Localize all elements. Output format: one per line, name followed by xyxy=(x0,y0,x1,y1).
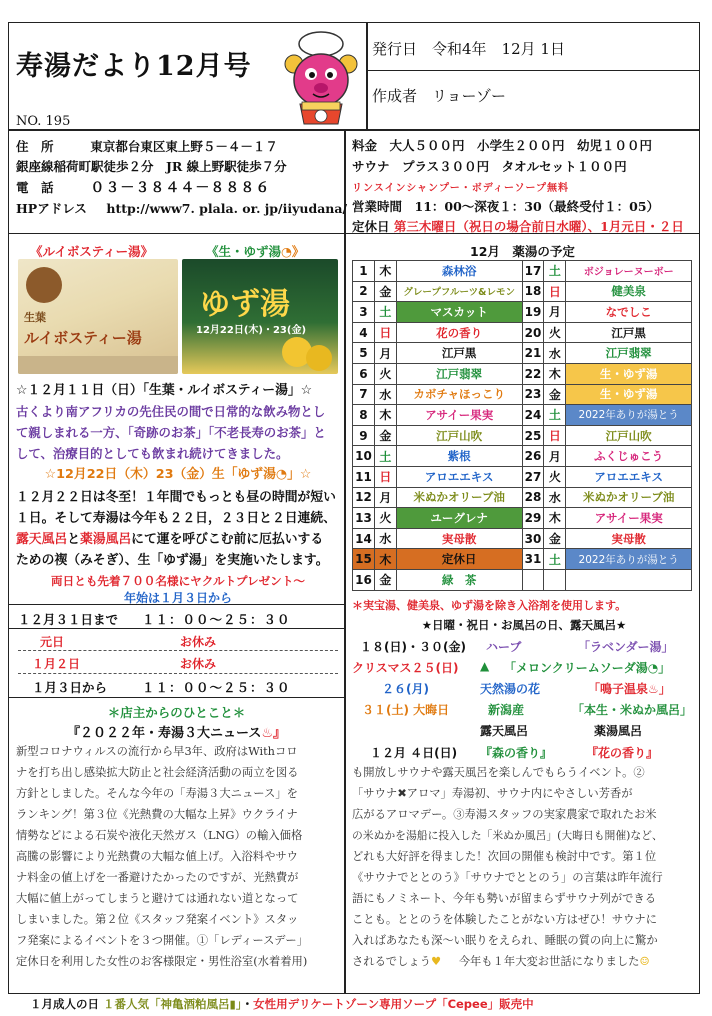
news-right-10 xyxy=(352,952,696,973)
schedule-day: 15 xyxy=(353,549,375,570)
schedule-day: 23 xyxy=(522,384,544,405)
schedule-bath: アロエエキス xyxy=(396,466,522,487)
schedule-day: 24 xyxy=(522,405,544,426)
schedule-day: 14 xyxy=(353,528,375,549)
yuzu-sign: ゆず湯 xyxy=(200,287,290,322)
schedule-day: 18 xyxy=(522,281,544,302)
schedule-weekday: 土 xyxy=(544,549,566,570)
bath-day-date: １２月 ４日(日) xyxy=(370,746,458,760)
news-right-4: の米ぬかを湯船に投入した「米ぬか風呂」(大晦日も開催)など、 xyxy=(352,829,663,842)
news-right-9: 入ればあなたも深～い眠りをえられ、睡眠の質の向上に驚か xyxy=(352,934,658,947)
newyear-row-2-label: 元日 xyxy=(40,635,65,649)
yuzu-line-3-rest: にて運を呼びこむ前に厄払いする xyxy=(131,532,324,547)
schedule-weekday: 月 xyxy=(374,487,396,508)
newsletter-title: 寿湯だより12月号 xyxy=(16,51,252,82)
schedule-day: 20 xyxy=(522,322,544,343)
news-right-7: 語にもノミネート、今年も勢いが留まらずサウナ列ができる xyxy=(352,892,657,905)
newyear-title: 年始は１月３日から xyxy=(123,591,232,605)
schedule-bath: 江戸翡翠 xyxy=(396,363,522,384)
smile-icon: ☺ xyxy=(639,955,650,968)
schedule-day: 12 xyxy=(353,487,375,508)
rotenburo-text: 露天風呂 xyxy=(16,532,68,547)
schedule-bath: 生・ゆず湯 xyxy=(566,384,692,405)
heart-icon: ♥ xyxy=(430,955,442,968)
schedule-weekday: 木 xyxy=(544,363,566,384)
schedule-bath: 生・ゆず湯 xyxy=(566,363,692,384)
news-line-1: 新型コロナウィルスの流行から早3年、政府はWithコロ xyxy=(16,745,298,758)
schedule-weekday: 月 xyxy=(544,302,566,323)
rinse-row: リンスインシャンプー・ボディーソープ無料 xyxy=(352,183,570,194)
yuzu-emoji-icon: ◔》 xyxy=(281,244,305,259)
schedule-row xyxy=(353,466,692,487)
hp-link[interactable]: http://www7. plala. or. jp/iiyudana/ xyxy=(106,201,348,216)
schedule-bath: マスカット xyxy=(396,302,522,323)
schedule-row xyxy=(353,343,692,364)
schedule-weekday: 水 xyxy=(374,384,396,405)
schedule-day: 11 xyxy=(353,466,375,487)
news-title xyxy=(8,722,345,741)
schedule-row xyxy=(353,446,692,467)
yakult-present: 両日とも先着７００名様にヤクルトプレゼント～ xyxy=(51,574,305,588)
event-3-kind: 天然湯の花 xyxy=(480,682,541,696)
schedule-weekday: 土 xyxy=(374,446,396,467)
event-4-kind: 新潟産 xyxy=(488,703,525,717)
schedule-weekday: 水 xyxy=(374,528,396,549)
address-row xyxy=(16,137,278,155)
schedule-bath: 花の香り xyxy=(396,322,522,343)
event-1-kind: ハーブ xyxy=(486,640,522,654)
schedule-weekday: 火 xyxy=(374,363,396,384)
schedule-bath: ユーグレナ xyxy=(396,508,522,529)
rooibos-line-2: て親しまれる一方、「奇跡のお茶」「不老長寿のお茶」と xyxy=(16,425,326,440)
yuzu-fruit-icon-2 xyxy=(306,345,332,371)
newyear-row-4-value: １１：００～２５：３０ xyxy=(142,680,291,695)
schedule-bath: 江戸黒 xyxy=(396,343,522,364)
schedule-row xyxy=(353,363,692,384)
soda-icon: ◔」 xyxy=(647,661,671,675)
footer-icon: ▮」 xyxy=(229,997,242,1011)
schedule-row xyxy=(353,322,692,343)
schedule-day: 21 xyxy=(522,343,544,364)
meta-divider xyxy=(367,70,700,71)
news-right-3: 広がるアロマデー。③寿湯スタッフの実家農家で取れたお米 xyxy=(352,808,657,821)
schedule-bath: 実母散 xyxy=(396,528,522,549)
newyear-row-3-label: １月２日 xyxy=(32,657,81,671)
schedule-weekday: 土 xyxy=(544,261,566,282)
schedule-weekday: 土 xyxy=(374,302,396,323)
schedule-bath: 紫根 xyxy=(396,446,522,467)
schedule-weekday: 金 xyxy=(374,569,396,590)
schedule-day: 16 xyxy=(353,569,375,590)
yuzu-caption xyxy=(206,242,304,260)
owner-section-title: ＊店主からのひとこと＊ xyxy=(107,705,246,720)
tree-icon: ▲ xyxy=(480,659,490,673)
fee-row: 料金 大人５００円 小学生２００円 幼児１００円 xyxy=(352,138,653,153)
mascot-illustration xyxy=(280,30,362,128)
hot-spring-icon: ♨』 xyxy=(261,726,286,741)
schedule-day: 3 xyxy=(353,302,375,323)
schedule-weekday: 木 xyxy=(374,261,396,282)
footer-a: １月成人の日 xyxy=(30,997,99,1011)
closed-value: 第三木曜日（祝日の場合前日水曜）、1月元日・２日 xyxy=(393,219,684,234)
yuzu-line-2: １日。そして寿湯は今年も２２日，２３日と２日連続、 xyxy=(16,511,336,526)
schedule-day: 22 xyxy=(522,363,544,384)
schedule-row xyxy=(353,261,692,282)
events-col-rotenburo: 露天風呂 xyxy=(480,724,529,738)
newyear-divider-1 xyxy=(8,604,345,605)
schedule-weekday: 金 xyxy=(544,384,566,405)
newyear-divider-3 xyxy=(18,650,338,651)
closed-row xyxy=(352,217,684,235)
onsen-icon: ♨」 xyxy=(648,682,671,696)
phone-value: ０３－３８４４－８８８６ xyxy=(90,180,271,196)
schedule-weekday: 月 xyxy=(374,343,396,364)
schedule-bath: 2022年ありが湯とう xyxy=(566,405,692,426)
schedule-weekday: 日 xyxy=(374,322,396,343)
event-1-date: １８(日)・３０(金) xyxy=(360,640,466,654)
closed-label: 定休日 xyxy=(352,219,390,234)
schedule-row xyxy=(353,549,692,570)
schedule-weekday: 日 xyxy=(374,466,396,487)
schedule-bath: 健美泉 xyxy=(566,281,692,302)
schedule-weekday: 金 xyxy=(544,528,566,549)
news-right-5: どれも大好評を得ました！次回の開催も検討中です。第１位 xyxy=(352,850,657,863)
bath-day-b: 『花の香り』 xyxy=(586,746,659,760)
author: 作成者 リョーゾー xyxy=(372,87,506,105)
schedule-row xyxy=(353,425,692,446)
schedule-day: 2 xyxy=(353,281,375,302)
schedule-day: 29 xyxy=(522,508,544,529)
schedule-bath: グレープフルーツ&レモン xyxy=(396,281,522,302)
schedule-day: 19 xyxy=(522,302,544,323)
schedule-bath: 定休日 xyxy=(396,549,522,570)
yuzu-headline xyxy=(16,464,340,485)
event-1-name: 「ラベンダー湯」 xyxy=(578,640,674,654)
schedule-weekday: 火 xyxy=(544,322,566,343)
address-label: 住 所 xyxy=(16,139,54,154)
schedule-weekday: 日 xyxy=(544,281,566,302)
schedule-note: ＊実宝湯、健美泉、ゆず湯を除き入浴剤を使用します。 xyxy=(352,599,627,612)
yuzu-line-4: ための禊（みそぎ）、生「ゆず湯」を実施いたします。 xyxy=(16,553,329,568)
yuzu-date-sign: 12月22日(木)・23(金) xyxy=(196,325,307,336)
news-line-3: 方針としました。そんな今年の「寿湯３大ニュース」を xyxy=(16,787,298,800)
newyear-divider-2 xyxy=(8,628,345,629)
phone-row xyxy=(16,177,270,197)
schedule-bath: 江戸山吹 xyxy=(566,425,692,446)
newyear-row-4-label: １月３日から xyxy=(32,680,108,695)
schedule-bath: 米ぬかオリーブ油 xyxy=(566,487,692,508)
rooibos-photo-footer xyxy=(18,356,178,374)
address-value: 東京都台東区東上野５－４－１７ xyxy=(90,139,278,154)
schedule-bath: ふくじゅこう xyxy=(566,446,692,467)
event-2-name-text: 「メロンクリームソーダ湯 xyxy=(504,661,648,675)
news-line-8: 大幅に値上がってしまうと避けては通れない道となって xyxy=(16,892,299,905)
to-text: と xyxy=(67,532,80,547)
rooibos-sign-small: 生葉 xyxy=(24,311,46,324)
news-right-10-text: されるでしょう xyxy=(352,955,431,968)
schedule-row xyxy=(353,281,692,302)
schedule-bath: ボジョレーヌーボー xyxy=(566,261,692,282)
schedule-bath: 森林浴 xyxy=(396,261,522,282)
news-right-8: ことも。ととのうを体験したことがない方はぜひ！サウナに xyxy=(352,913,658,926)
rooibos-line-1: 古くより南アフリカの先住民の間で日常的な飲み物とし xyxy=(16,404,326,419)
schedule-day: 13 xyxy=(353,508,375,529)
schedule-day: 5 xyxy=(353,343,375,364)
sauna-row: サウナ プラス３００円 タオルセット１００円 xyxy=(352,159,627,174)
event-4-date: ３１(土) 大晦日 xyxy=(362,703,450,717)
yuzu-line-1: １２月２２日は冬至！１年間でもっとも昼の時間が短い xyxy=(16,490,336,505)
schedule-weekday: 金 xyxy=(374,425,396,446)
yakuto-text: 薬湯風呂 xyxy=(79,532,132,547)
phone-label: 電 話 xyxy=(16,180,54,195)
schedule-day: 8 xyxy=(353,405,375,426)
schedule-row xyxy=(353,405,692,426)
hp-label: HPアドレス xyxy=(16,201,87,216)
schedule-day: 28 xyxy=(522,487,544,508)
schedule-day: 6 xyxy=(353,363,375,384)
event-3-name-text: 「鳴子温泉 xyxy=(588,682,649,696)
schedule-bath: 江戸黒 xyxy=(566,322,692,343)
footer xyxy=(30,996,534,1012)
rooibos-caption: 《ルイボスティー湯》 xyxy=(30,244,154,259)
footer-b: １番人気「神亀酒粕風呂 xyxy=(103,997,230,1011)
rooibos-photo xyxy=(18,259,178,374)
news-right-11-text: 今年も１年大変お世話になりました xyxy=(458,955,640,968)
schedule-day: 17 xyxy=(522,261,544,282)
news-line-4: ランキング！第３位《光熱費の大幅な上昇》ウクライナ xyxy=(16,808,298,821)
schedule-weekday: 木 xyxy=(374,549,396,570)
schedule-weekday xyxy=(544,569,566,590)
schedule-row xyxy=(353,528,692,549)
schedule-bath: 米ぬかオリーブ油 xyxy=(396,487,522,508)
schedule-weekday: 月 xyxy=(544,446,566,467)
event-3-date: ２６(月) xyxy=(382,682,429,696)
news-line-7: ナ料金の値上げを一番避けたかったのですが、光熱費が xyxy=(16,871,299,884)
schedule-bath: 実母散 xyxy=(566,528,692,549)
schedule-row xyxy=(353,569,692,590)
schedule-row xyxy=(353,508,692,529)
news-line-2: ナを打ち出し感染拡大防止と社会経済活動の両立を図る xyxy=(16,766,299,779)
rooibos-cup-icon xyxy=(26,267,62,303)
schedule-bath: アサイー果実 xyxy=(396,405,522,426)
footer-d: 女性用デリケートゾーン専用ソープ「Cepee」販売中 xyxy=(253,997,534,1011)
schedule-day: 25 xyxy=(522,425,544,446)
news-right-1: も開放しサウナや露天風呂を楽しんでもらうイベント。② xyxy=(352,766,645,779)
yuzu-headline-text: ☆12月22日（木）23（金）生「ゆず湯 xyxy=(44,467,276,482)
newyear-row-2-value: お休み xyxy=(180,635,217,649)
schedule-day: 31 xyxy=(522,549,544,570)
schedule-weekday: 金 xyxy=(374,281,396,302)
schedule-weekday: 日 xyxy=(544,425,566,446)
rooibos-line-3: して、治療目的としても飲まれ続けてきました。 xyxy=(16,446,289,461)
event-2-date: クリスマス２５(日) xyxy=(352,661,459,675)
schedule-row xyxy=(353,302,692,323)
schedule-day xyxy=(522,569,544,590)
yuzu-headline-icon: ◔」☆ xyxy=(275,467,312,482)
schedule-bath: 江戸山吹 xyxy=(396,425,522,446)
schedule-weekday: 火 xyxy=(374,508,396,529)
news-line-9: しまいました。第２位《スタッフ発案イベント》スタッ xyxy=(16,913,299,926)
event-2-name xyxy=(504,659,670,676)
schedule-weekday: 土 xyxy=(544,405,566,426)
news-line-11: 定休日を利用した女性のお客様限定・男性浴室(水着着用) xyxy=(16,955,308,968)
schedule-day: 4 xyxy=(353,322,375,343)
news-right-6: 《サウナでととのう》「サウナでととのう」の言葉は昨年流行 xyxy=(352,871,663,884)
newyear-divider-5 xyxy=(8,697,345,698)
issue-date: 発行日 令和4年 12月 1日 xyxy=(372,40,565,58)
rooibos-sign: ルイボスティー湯 xyxy=(24,329,142,347)
schedule-day: 26 xyxy=(522,446,544,467)
news-line-10: フ発案によるイベントを３つ開催。①「レディースデー」 xyxy=(16,934,309,947)
schedule-bath: なでしこ xyxy=(566,302,692,323)
yuzu-line-3 xyxy=(16,529,340,550)
schedule-day: 30 xyxy=(522,528,544,549)
yuzu-photo xyxy=(182,259,338,374)
news-line-6: 高騰の影響により光熱費の大幅な値上げ。入浴料やサウ xyxy=(16,850,298,863)
schedule-bath xyxy=(566,569,692,590)
schedule-row xyxy=(353,384,692,405)
schedule-day: 27 xyxy=(522,466,544,487)
newyear-divider-4 xyxy=(18,673,338,674)
event-3-name xyxy=(588,680,671,697)
newyear-row-1-value: １１：００～２５：３０ xyxy=(142,612,291,627)
schedule-title: 12月 薬湯の予定 xyxy=(470,244,575,259)
newyear-row-1-label: １２月３１日まで xyxy=(18,612,119,627)
schedule-bath: アサイー果実 xyxy=(566,508,692,529)
hp-row xyxy=(16,199,347,217)
schedule-table xyxy=(352,260,692,591)
schedule-weekday: 木 xyxy=(374,405,396,426)
newyear-row-3-value: お休み xyxy=(180,657,217,671)
schedule-weekday: 水 xyxy=(544,487,566,508)
news-line-5: 情勢などによる石炭や液化天然ガス（LNG）の輸入価格 xyxy=(16,829,303,842)
event-4-name: 「本生・米ぬか風呂」 xyxy=(572,703,693,717)
schedule-weekday: 水 xyxy=(544,343,566,364)
schedule-bath: 2022年ありが湯とう xyxy=(566,549,692,570)
news-title-text: 『２０２２年・寿湯３大ニュース xyxy=(66,726,262,741)
footer-c: ・ xyxy=(241,997,254,1011)
schedule-bath: カボチャほっこり xyxy=(396,384,522,405)
hours-row: 営業時間 11：00～深夜１：30（最終受付１：05） xyxy=(352,199,660,214)
news-right-2: 「サウナ✖アロマ」寿湯初、サウナ内にやさしい芳香が xyxy=(352,787,633,800)
events-title: ★日曜・祝日・お風呂の日、露天風呂★ xyxy=(421,618,627,632)
schedule-bath: 緑 茶 xyxy=(396,569,522,590)
rooibos-headline: ☆１２月１１日（日）「生葉・ルイボスティー湯」☆ xyxy=(16,383,313,398)
schedule-day: 1 xyxy=(353,261,375,282)
events-col-yakuto: 薬湯風呂 xyxy=(594,724,643,738)
schedule-weekday: 木 xyxy=(544,508,566,529)
schedule-day: 10 xyxy=(353,446,375,467)
schedule-row xyxy=(353,487,692,508)
schedule-day: 9 xyxy=(353,425,375,446)
schedule-weekday: 火 xyxy=(544,466,566,487)
schedule-day: 7 xyxy=(353,384,375,405)
access-row: 銀座線稲荷町駅徒歩２分 JR 線上野駅徒歩７分 xyxy=(16,159,287,174)
schedule-bath: 江戸翡翠 xyxy=(566,343,692,364)
issue-number: NO. 195 xyxy=(16,114,71,129)
schedule-bath: アロエエキス xyxy=(566,466,692,487)
bath-day-a: 『森の香り』 xyxy=(480,746,553,760)
yuzu-caption-text: 《生・ゆず湯 xyxy=(206,244,282,259)
